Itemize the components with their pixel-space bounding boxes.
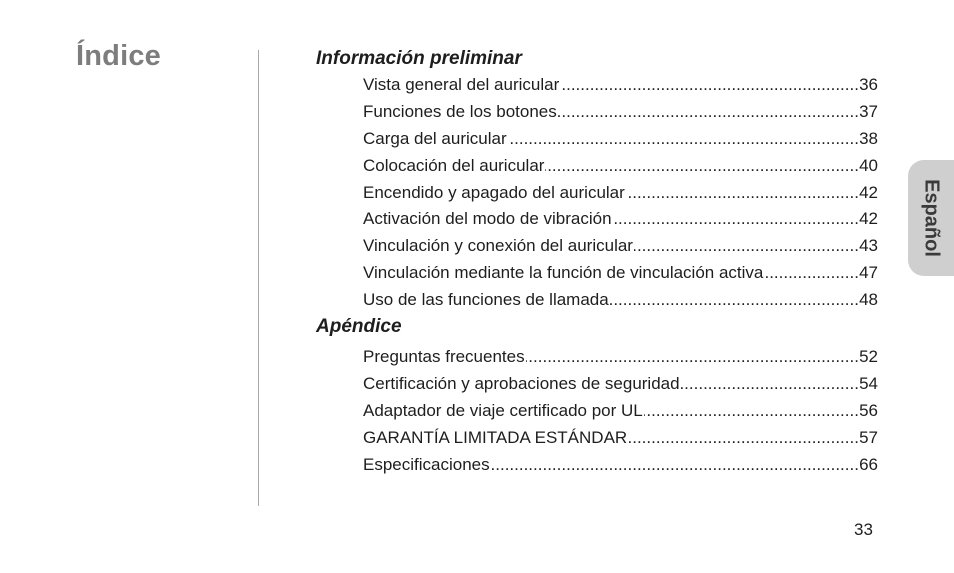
toc-entry-title: Encendido y apagado del auricular <box>363 182 625 202</box>
toc-entry-page: 66 <box>858 452 878 479</box>
language-tab-label: Español <box>920 179 943 257</box>
toc-entry[interactable] <box>363 452 878 479</box>
language-tab[interactable] <box>908 160 954 276</box>
toc-entry-title: Preguntas frecuentes <box>363 347 525 367</box>
toc-entry[interactable] <box>363 180 878 207</box>
toc-entry[interactable] <box>363 233 878 260</box>
toc-entry-page: 56 <box>858 398 878 425</box>
toc-entry-page: 54 <box>858 371 878 398</box>
toc-entry[interactable] <box>363 398 878 425</box>
toc-entry-page: 52 <box>858 344 878 371</box>
toc-entry[interactable] <box>363 99 878 126</box>
toc-entry-title: Vista general del auricular <box>363 75 560 94</box>
toc-entry-title: Activación del modo de vibración <box>363 209 612 229</box>
toc-entry-page: 37 <box>858 99 878 126</box>
toc-entry[interactable] <box>363 206 878 233</box>
toc-entry[interactable] <box>363 153 878 180</box>
toc-entry[interactable] <box>363 371 878 398</box>
toc-entry[interactable] <box>363 72 878 99</box>
toc-entry[interactable] <box>363 344 878 371</box>
toc-entry-title: Colocación del auricular <box>363 155 545 175</box>
toc-entry-page: 42 <box>858 180 878 207</box>
toc-entry[interactable] <box>363 126 878 153</box>
page-number: 33 <box>854 520 873 539</box>
toc-entry-page: 48 <box>858 287 878 314</box>
toc-entry-title: Uso de las funciones de llamada <box>363 290 609 310</box>
toc-entry-title: GARANTÍA LIMITADA ESTÁNDAR <box>363 427 628 447</box>
toc-entry-title: Adaptador de viaje certificado por UL <box>363 400 643 420</box>
toc-entry-page: 38 <box>858 126 878 153</box>
toc-entry-title: Vinculación y conexión del auricular <box>363 236 633 256</box>
section-heading-preliminary: Información preliminar <box>316 48 522 69</box>
toc-entry-page: 40 <box>858 153 878 180</box>
toc-entry[interactable] <box>363 260 878 287</box>
vertical-divider <box>258 50 259 506</box>
toc-entry-title: Carga del auricular <box>363 128 507 148</box>
toc-entry-page: 47 <box>858 260 878 287</box>
toc-entry-title: Vinculación mediante la función de vinculación activa <box>363 263 764 283</box>
toc-entry-page: 36 <box>858 72 878 99</box>
page-title: Índice <box>76 40 161 72</box>
toc-entry-page: 42 <box>858 206 878 233</box>
table-of-contents <box>316 46 878 478</box>
toc-entry-page: 57 <box>858 425 878 452</box>
toc-entry[interactable] <box>363 425 878 452</box>
toc-entry-title: Funciones de los botones <box>363 101 557 121</box>
section-heading-appendix: Apéndice <box>316 316 402 338</box>
toc-entry[interactable] <box>363 287 878 314</box>
toc-entry-page: 43 <box>858 233 878 260</box>
toc-entry-title: Certificación y aprobaciones de seguridad <box>363 373 680 393</box>
toc-entry-title: Especificaciones <box>363 454 490 474</box>
